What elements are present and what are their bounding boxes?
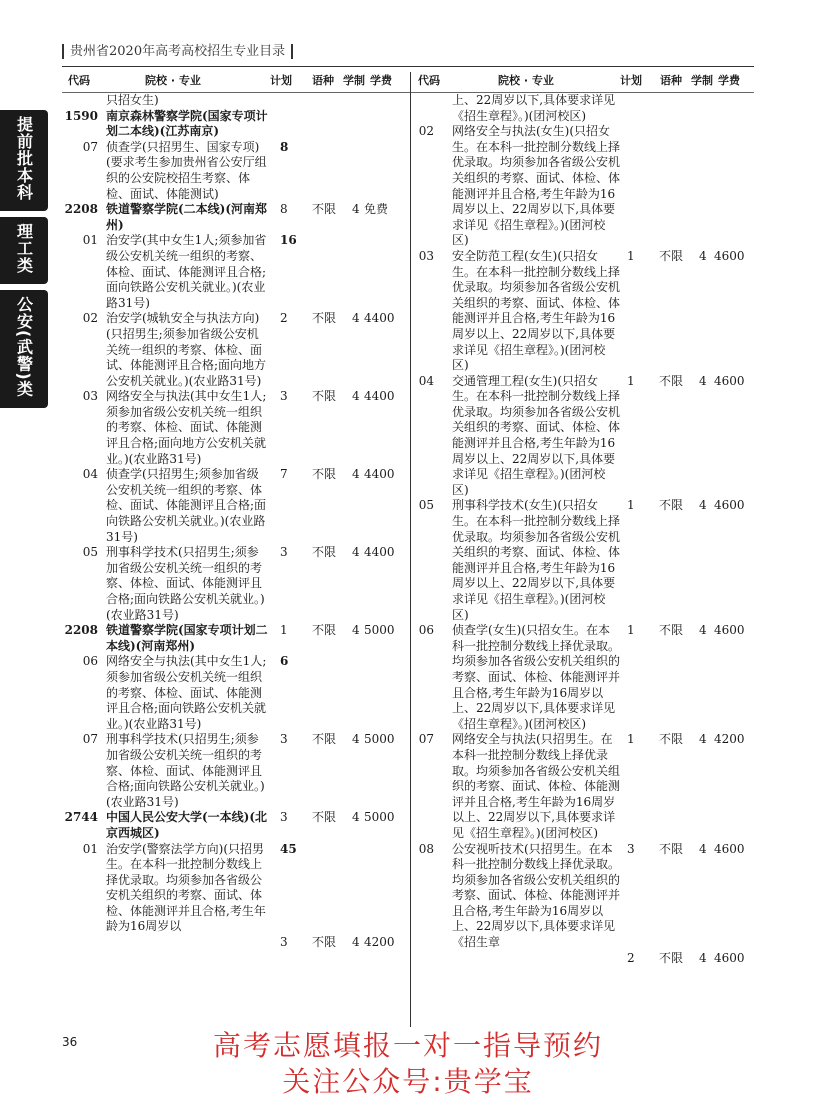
side-tab-police: 公安(武警)类 [0,290,48,408]
entry-plan: 8 [280,139,289,154]
entry-plan: 3 [627,841,635,856]
entry-lang: 不限 [312,389,337,404]
entry-duration: 4 [352,732,360,747]
entry-plan: 1 [627,248,635,263]
entry-plan: 2 [627,950,635,965]
entry-code: 05 [418,498,434,513]
side-tab-early-batch: 提前批本科 [0,110,48,211]
header-rule [62,66,754,67]
entry-fee: 4200 [364,935,395,950]
entry-plan: 1 [280,623,288,638]
col-school-header: 院校 · 专业 [498,74,554,87]
col-lang-header: 语种 [660,74,682,87]
entry-code: 07 [82,732,98,747]
entry-code: 05 [82,545,98,560]
entry-duration: 4 [352,623,360,638]
entry-duration: 4 [352,545,360,560]
entry-code: 01 [82,841,98,856]
entry-duration: 4 [699,950,707,965]
entry-desc: 只招女生) [106,93,159,107]
entry-duration: 4 [352,202,360,217]
entry-plan: 6 [280,654,289,669]
entry-fee: 4600 [714,373,745,388]
right-column [414,93,754,965]
entry-lang: 不限 [312,467,337,482]
col-plan-header: 计划 [620,74,642,87]
entry-code: 04 [418,373,434,388]
entry-duration: 4 [699,248,707,263]
entry-lang: 不限 [312,545,337,560]
entry-plan: 1 [627,498,635,513]
entry-code: 2744 [64,810,98,825]
watermark-line1: 高考志愿填报一对一指导预约 [212,1029,603,1062]
entry-desc: 安全防范工程(女生)(只招女生。在本科一批控制分数线上择优录取。均须参加各省级公安机关组织的考察、面试、体检、体能测评并且合格,考生年龄为16周岁以上、22周岁以下,具体要求详见《招生章程》。)(团河校区) [452,248,621,373]
entry-fee: 4400 [364,467,395,482]
entry-lang: 不限 [312,311,337,326]
entry-desc: 刑事科学技术(只招男生;须参加省级公安机关统一组织的考察、体检、面试、体能测评且合格;面向铁路公安机关就业。)(农业路31号) [106,732,265,809]
entry-code: 07 [418,732,434,747]
entry-duration: 4 [352,311,360,326]
entry-plan: 7 [280,467,288,482]
entry-lang: 不限 [659,950,684,965]
col-school-header: 院校 · 专业 [145,74,201,87]
entry-desc: 上、22周岁以下,具体要求详见《招生章程》。)(团河校区) [452,93,616,123]
entry-fee: 5000 [364,623,395,638]
entry-fee: 4400 [364,389,395,404]
entry-code: 04 [82,467,98,482]
entry-code: 2208 [64,623,98,638]
entry-desc: 网络安全与执法(其中女生1人;须参加省级公安机关统一组织的考察、体检、面试、体能测评且合格;面向地方公安机关就业。)(农业路31号) [106,389,267,466]
col-plan-header: 计划 [270,74,292,87]
entry-code: 2208 [64,202,98,217]
entry-fee: 4600 [714,623,745,638]
major-row [62,93,402,109]
entry-desc: 侦查学(只招男生、国家专项)(要求考生参加贵州省公安厅组织的公安院校招生考察、体检、面试、体能测试) [106,139,267,201]
entry-code: 03 [82,389,98,404]
entry-plan: 1 [627,623,635,638]
major-row [414,93,754,124]
entry-plan: 3 [280,732,288,747]
col-lang-header: 语种 [312,74,334,87]
entry-fee: 4200 [714,732,745,747]
entry-fee: 免费 [364,202,389,217]
entry-duration: 4 [699,498,707,513]
entry-code: 02 [418,124,434,139]
entry-lang: 不限 [312,202,337,217]
entry-desc: 网络安全与执法(女生)(只招女生。在本科一批控制分数线上择优录取。均须参加各省级公安机关组织的考察、面试、体检、体能测评并且合格,考生年龄为16周岁以上、22周岁以下,具体要求详见《招生章程》。)(团河校区) [452,124,621,248]
col-fee-header: 学费 [718,74,740,87]
entry-lang: 不限 [659,732,684,747]
entry-plan: 8 [280,202,288,217]
entry-fee: 5000 [364,732,395,747]
major-row [414,841,754,965]
side-tabs [0,110,52,414]
page-number: 36 [62,1035,78,1049]
entry-code: 02 [82,311,98,326]
entry-duration: 4 [352,467,360,482]
side-tab-science: 理工类 [0,217,48,284]
entry-desc: 交通管理工程(女生)(只招女生。在本科一批控制分数线上择优录取。均须参加各省级公安机关组织的考察、面试、体检、体能测评并且合格,考生年龄为16周岁以上、22周岁以下,具体要求详见《招生章程》。)(团河校区) [452,373,621,497]
entry-fee: 4600 [714,498,745,513]
entry-desc: 中国人民公安大学(一本线)(北京西城区) [106,810,268,840]
entry-desc: 治安学(警察法学方向)(只招男生。在本科一批控制分数线上择优录取。均须参加各省级公安机关组织的考察、面试、体检、体能测评并且合格,考生年龄为16周岁以 [106,841,266,934]
entry-lang: 不限 [312,935,337,950]
entry-duration: 4 [699,732,707,747]
entry-plan: 3 [280,545,288,560]
entry-plan: 16 [280,233,297,248]
entry-code: 07 [82,139,98,154]
entry-desc: 南京森林警察学院(国家专项计划二本线)(江苏南京) [106,108,268,139]
entry-plan: 3 [280,935,288,950]
entry-plan: 3 [280,389,288,404]
col-code-header: 代码 [68,74,90,87]
left-column [62,93,402,950]
entry-duration: 4 [699,623,707,638]
entry-lang: 不限 [659,841,684,856]
entry-duration: 4 [352,810,360,825]
entry-lang: 不限 [312,623,337,638]
entry-fee: 4400 [364,311,395,326]
col-fee-header: 学费 [370,74,392,87]
header-title: 贵州省2020年高考高校招生专业目录 [62,44,293,59]
entry-fee: 4600 [714,950,745,965]
entry-fee: 4600 [714,248,745,263]
entry-desc: 铁道警察学院(二本线)(河南郑州) [106,202,268,232]
entry-code: 01 [82,233,98,248]
entry-desc: 治安学(城轨安全与执法方向)(只招男生;须参加省级公安机关统一组织的考察、体检、面试、体能测评且合格;面向地方公安机关就业。)(农业路31号) [106,311,267,388]
column-divider [410,72,411,1027]
entry-fee: 4400 [364,545,395,560]
entry-code: 06 [418,623,434,638]
entry-desc: 铁道警察学院(国家专项计划二本线)(河南郑州) [106,623,268,653]
major-row [62,841,402,950]
entry-desc: 侦查学(只招男生;须参加省级公安机关统一组织的考察、体检、面试、体能测评且合格;面向铁路公安机关就业。)(农业路31号) [106,467,267,544]
entry-lang: 不限 [659,248,684,263]
entry-code: 08 [418,841,434,856]
entry-desc: 公安视听技术(只招男生。在本科一批控制分数线上择优录取。均须参加各省级公安机关组织的考察、面试、体检、体能测评并且合格,考生年龄为16周岁以上、22周岁以下,具体要求详见《招生章 [452,841,621,950]
entry-desc: 网络安全与执法(只招男生。在本科一批控制分数线上择优录取。均须参加各省级公安机关组织的考察、面试、体检、体能测评并且合格,考生年龄为16周岁以上、22周岁以下,具体要求详见《招生章程》。)(团河校区) [452,732,621,840]
entry-duration: 4 [352,389,360,404]
entry-desc: 治安学(其中女生1人;须参加省级公安机关统一组织的考察、体检、面试、体能测评且合格;面向铁路公安机关就业。)(农业路31号) [106,233,267,310]
entry-plan: 2 [280,311,288,326]
entry-code: 03 [418,248,434,263]
entry-lang: 不限 [659,623,684,638]
entry-lang: 不限 [659,498,684,513]
entry-plan: 1 [627,373,635,388]
entry-lang: 不限 [312,810,337,825]
entry-duration: 4 [699,841,707,856]
entry-plan: 45 [280,841,297,856]
entry-desc: 刑事科学技术(女生)(只招女生。在本科一批控制分数线上择优录取。均须参加各省级公安机关组织的考察、面试、体检、体能测评并且合格,考生年龄为16周岁以上、22周岁以下,具体要求详见《招生章程》。)(团河校区) [452,498,621,622]
entry-plan: 1 [627,732,635,747]
col-duration-header: 学制 [343,74,365,87]
entry-desc: 刑事科学技术(只招男生;须参加省级公安机关统一组织的考察、体检、面试、体能测评且合格;面向铁路公安机关就业。)(农业路31号) [106,545,265,622]
entry-desc: 网络安全与执法(其中女生1人;须参加省级公安机关统一组织的考察、体检、面试、体能测评且合格;面向铁路公安机关就业。)(农业路31号) [106,654,267,731]
col-duration-header: 学制 [691,74,713,87]
entry-fee: 4600 [714,841,745,856]
entry-duration: 4 [352,935,360,950]
entry-code: 06 [82,654,98,669]
page-header [62,40,752,59]
entry-desc: 侦查学(女生)(只招女生。在本科一批控制分数线上择优录取。均须参加各省级公安机关组织的考察、面试、体检、体能测评并且合格,考生年龄为16周岁以上、22周岁以下,具体要求详见《招生章程》。)(团河校区) [452,623,621,731]
col-code-header: 代码 [418,74,440,87]
entry-fee: 5000 [364,810,395,825]
entry-plan: 3 [280,810,288,825]
entry-duration: 4 [699,373,707,388]
entry-lang: 不限 [312,732,337,747]
watermark-line2: 关注公众号:贵学宝 [282,1065,534,1098]
entry-lang: 不限 [659,373,684,388]
entry-code: 1590 [64,108,98,123]
